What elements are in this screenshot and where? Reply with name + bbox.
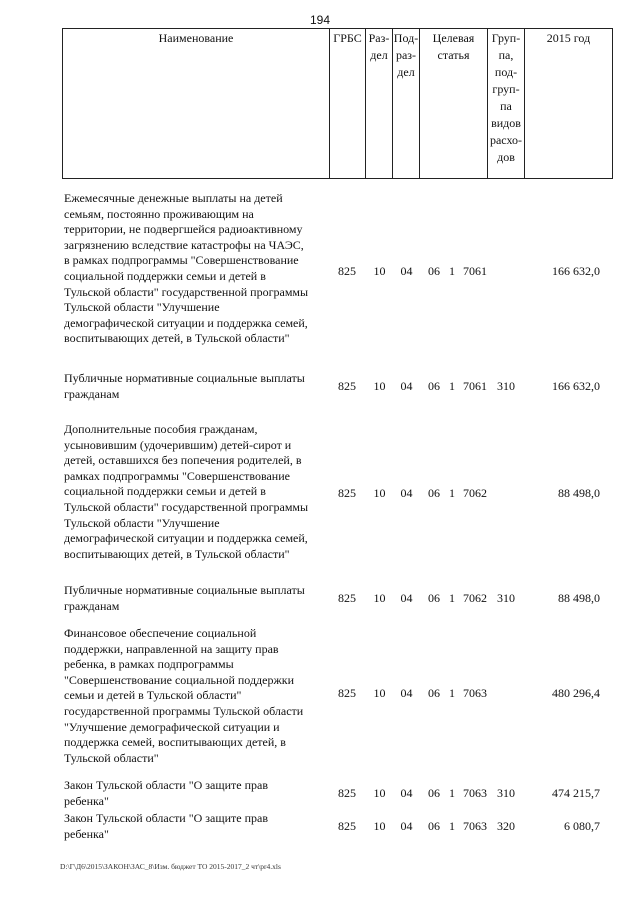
- row-amount: 88 498,0: [558, 591, 600, 605]
- header-grbs: [330, 29, 366, 178]
- header-podrazdel-line: Под-: [393, 31, 419, 45]
- row-name-line: загрязнению вследствие катастрофы на ЧАЭС,: [64, 237, 304, 252]
- row-t1: 06: [428, 379, 440, 393]
- row-name-line: государственной программы Тульской области: [64, 703, 304, 718]
- row-name-line: воспитывающих детей, в Тульской области": [64, 331, 290, 346]
- row-t2: 1: [449, 786, 455, 800]
- row-t2: 1: [449, 379, 455, 393]
- row-name-line: ребенка": [64, 826, 109, 841]
- row-name: [64, 778, 332, 809]
- row-t3: 7062: [463, 591, 487, 605]
- row-t1: 06: [428, 591, 440, 605]
- header-target: [420, 29, 488, 178]
- row-grbs: 825: [338, 591, 356, 605]
- row-name: [64, 811, 332, 842]
- row-group: 310: [497, 591, 515, 605]
- row-name-line: поддержки, направленной на защиту прав: [64, 641, 279, 656]
- row-razdel: 10: [373, 591, 386, 605]
- row-t3: 7063: [463, 786, 487, 800]
- row-podrazdel: 04: [400, 591, 413, 605]
- row-amount: 166 632,0: [552, 379, 600, 393]
- header-group-line: видов: [491, 116, 521, 130]
- row-amount: 480 296,4: [552, 686, 600, 700]
- header-group: [488, 29, 525, 178]
- header-name-label: Наименование: [158, 31, 234, 45]
- row-name-line: гражданам: [64, 598, 120, 613]
- row-name-line: Финансовое обеспечение социальной: [64, 626, 257, 640]
- row-name: [64, 626, 332, 766]
- row-name: [64, 583, 332, 614]
- row-razdel: 10: [373, 819, 386, 833]
- row-t3: 7063: [463, 686, 487, 700]
- row-name-line: Дополнительные пособия гражданам,: [64, 422, 258, 436]
- header-group-line: дов: [497, 150, 515, 164]
- row-name-line: детей, оставшихся без попечения родителей, в: [64, 453, 302, 468]
- row-name-line: Тульской области" государственной программы: [64, 499, 309, 514]
- row-t3: 7063: [463, 819, 487, 833]
- row-t1: 06: [428, 486, 440, 500]
- row-name-line: Закон Тульской области "О защите прав: [64, 778, 269, 792]
- header-group-line: па,: [498, 48, 514, 62]
- row-name-line: в рамках подпрограммы "Совершенствование: [64, 253, 299, 268]
- row-name-line: семьи и детей в Тульской области": [64, 688, 242, 703]
- row-t2: 1: [449, 819, 455, 833]
- row-amount: 474 215,7: [552, 786, 600, 800]
- row-podrazdel: 04: [400, 786, 413, 800]
- row-name-line: Ежемесячные денежные выплаты на детей: [64, 191, 283, 205]
- row-podrazdel: 04: [400, 819, 413, 833]
- row-razdel: 10: [373, 264, 386, 278]
- row-name-line: воспитывающих детей, в Тульской области": [64, 546, 290, 561]
- row-name-line: усыновившим (удочерившим) детей-сирот и: [64, 437, 292, 452]
- row-grbs: 825: [338, 379, 356, 393]
- header-group-line: па: [500, 99, 512, 113]
- row-t1: 06: [428, 819, 440, 833]
- row-name: [64, 191, 332, 347]
- row-grbs: 825: [338, 264, 356, 278]
- row-name-line: социальной поддержки семьи и детей в: [64, 484, 266, 499]
- row-name-line: Тульской области": [64, 750, 159, 765]
- row-t2: 1: [449, 591, 455, 605]
- header-razdel: [366, 29, 393, 178]
- row-name: [64, 422, 332, 562]
- row-t1: 06: [428, 686, 440, 700]
- row-name-line: демографической ситуации и поддержка семей,: [64, 315, 308, 330]
- row-razdel: 10: [373, 379, 386, 393]
- row-t3: 7061: [463, 264, 487, 278]
- row-grbs: 825: [338, 819, 356, 833]
- row-grbs: 825: [338, 786, 356, 800]
- row-name-line: гражданам: [64, 386, 120, 401]
- header-razdel-line: Раз-: [368, 31, 390, 45]
- row-group: 320: [497, 819, 515, 833]
- row-name-line: Публичные нормативные социальные выплаты: [64, 371, 305, 385]
- header-podrazdel: [393, 29, 420, 178]
- page-number: 194: [309, 13, 331, 27]
- row-name-line: ребенка, в рамках подпрограммы: [64, 657, 234, 672]
- row-t3: 7061: [463, 379, 487, 393]
- row-name-line: социальной поддержки семьи и детей в: [64, 268, 266, 283]
- row-t2: 1: [449, 686, 455, 700]
- row-podrazdel: 04: [400, 686, 413, 700]
- row-group: 310: [497, 786, 515, 800]
- row-t2: 1: [449, 264, 455, 278]
- row-grbs: 825: [338, 486, 356, 500]
- header-target-line: статья: [437, 48, 470, 62]
- header-podrazdel-line: дел: [397, 65, 415, 79]
- header-razdel-line: дел: [370, 48, 388, 62]
- row-group: 310: [497, 379, 515, 393]
- footer-path: D:\Г\Д6\2015\ЗАКОН\ЗАС_8\Изм. бюджет ТО 2015-2017_2 чт\pr4.xls: [60, 862, 281, 871]
- row-podrazdel: 04: [400, 264, 413, 278]
- row-podrazdel: 04: [400, 486, 413, 500]
- row-name-line: семьям, постоянно проживающим на: [64, 206, 254, 221]
- row-amount: 88 498,0: [558, 486, 600, 500]
- header-target-line: Целевая: [432, 31, 475, 45]
- row-razdel: 10: [373, 486, 386, 500]
- row-name-line: Закон Тульской области "О защите прав: [64, 811, 269, 825]
- header-group-line: расхо-: [489, 133, 523, 147]
- header-group-line: груп-: [492, 82, 520, 96]
- header-group-line: Груп-: [491, 31, 521, 45]
- row-name-line: рамках подпрограммы "Совершенствование: [64, 468, 290, 483]
- header-group-line: под-: [494, 65, 518, 79]
- row-t2: 1: [449, 486, 455, 500]
- row-name-line: "Совершенствование социальной поддержки: [64, 672, 295, 687]
- row-podrazdel: 04: [400, 379, 413, 393]
- row-t1: 06: [428, 264, 440, 278]
- row-grbs: 825: [338, 686, 356, 700]
- row-name-line: Тульской области" государственной программы: [64, 284, 309, 299]
- row-name-line: поддержка семей, воспитывающих детей, в: [64, 735, 286, 750]
- header-podrazdel-line: раз-: [395, 48, 417, 62]
- row-name-line: демографической ситуации и поддержка семей,: [64, 531, 308, 546]
- row-name-line: Тульской области "Улучшение: [64, 515, 220, 530]
- header-name: [63, 29, 330, 178]
- row-razdel: 10: [373, 686, 386, 700]
- row-name-line: Публичные нормативные социальные выплаты: [64, 583, 305, 597]
- row-t3: 7062: [463, 486, 487, 500]
- row-name-line: ребенка": [64, 793, 109, 808]
- row-amount: 6 080,7: [564, 819, 600, 833]
- row-name-line: Тульской области "Улучшение: [64, 300, 220, 315]
- row-name: [64, 371, 332, 402]
- row-name-line: территории, не подвергшейся радиоактивному: [64, 222, 303, 237]
- row-name-line: "Улучшение демографической ситуации и: [64, 719, 280, 734]
- header-grbs-label: ГРБС: [333, 31, 362, 45]
- table-header: [62, 28, 613, 179]
- row-t1: 06: [428, 786, 440, 800]
- row-amount: 166 632,0: [552, 264, 600, 278]
- header-year-label: 2015 год: [546, 31, 591, 45]
- row-razdel: 10: [373, 786, 386, 800]
- header-year: [525, 29, 612, 178]
